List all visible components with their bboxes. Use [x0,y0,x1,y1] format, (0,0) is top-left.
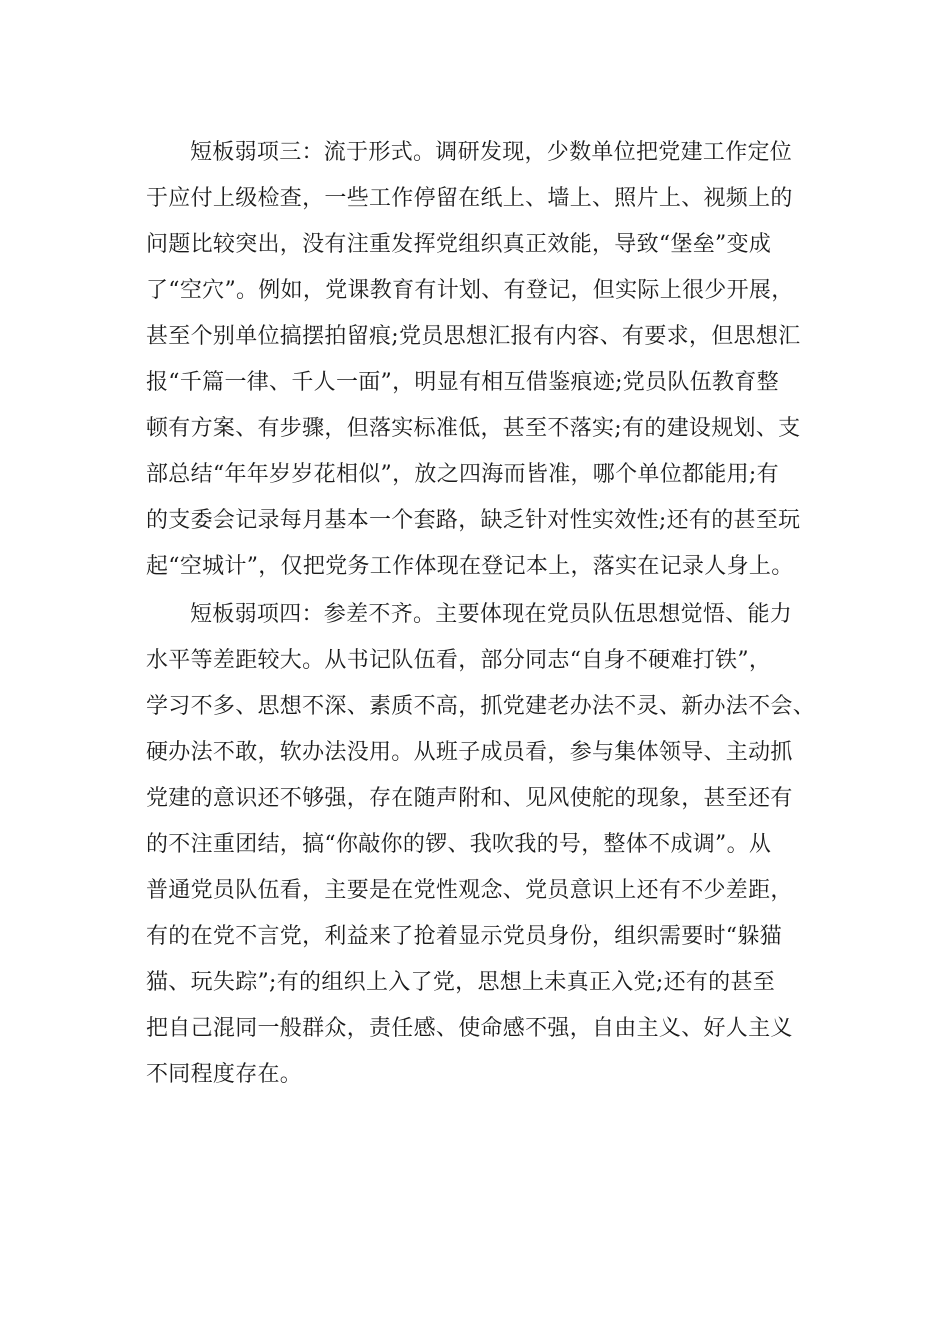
paragraph-4-line-7: 普通党员队伍看，主要是在党性观念、党员意识上还有不少差距， [146,878,793,903]
paragraph-3-line-6: 报“千篇一律、千人一面”，明显有相互借鉴痕迹;党员队伍教育整 [146,370,779,395]
paragraph-3-line-1: 短板弱项三：流于形式。调研发现，少数单位把党建工作定位 [190,140,793,165]
paragraph-4-line-4: 硬办法不敢，软办法没用。从班子成员看，参与集体领导、主动抓 [146,740,793,765]
paragraph-4-line-1: 短板弱项四：参差不齐。主要体现在党员队伍思想觉悟、能力 [190,602,793,627]
paragraph-4-line-8: 有的在党不言党，利益来了抢着显示党员身份，组织需要时“躲猫 [146,924,782,949]
paragraph-4-line-3: 学习不多、思想不深、素质不高，抓党建老办法不灵、新办法不会、 [146,694,816,719]
paragraph-4-line-10: 把自己混同一般群众，责任感、使命感不强，自由主义、好人主义 [146,1016,793,1041]
paragraph-3-line-9: 的支委会记录每月基本一个套路，缺乏针对性实效性;还有的甚至玩 [146,508,801,533]
paragraph-3-line-4: 了“空穴”。例如，党课教育有计划、有登记，但实际上很少开展， [146,278,794,303]
paragraph-3-line-7: 顿有方案、有步骤，但落实标准低，甚至不落实;有的建设规划、支 [146,416,801,441]
paragraph-4-line-2: 水平等差距较大。从书记队伍看，部分同志“自身不硬难打铁”， [146,648,772,673]
paragraph-4-line-6: 的不注重团结，搞“你敲你的锣、我吹我的号，整体不成调”。从 [146,832,772,857]
paragraph-4-line-5: 党建的意识还不够强，存在随声附和、见风使舵的现象，甚至还有 [146,786,793,811]
paragraph-3-line-10: 起“空城计”，仅把党务工作体现在登记本上，落实在记录人身上。 [146,554,794,579]
paragraph-3-line-5: 甚至个别单位搞摆拍留痕;党员思想汇报有内容、有要求，但思想汇 [146,324,801,349]
paragraph-4-line-11: 不同程度存在。 [146,1062,303,1087]
paragraph-3-line-8: 部总结“年年岁岁花相似”，放之四海而皆准，哪个单位都能用;有 [146,462,779,487]
paragraph-3-line-2: 于应付上级检查，一些工作停留在纸上、墙上、照片上、视频上的 [146,186,793,211]
paragraph-3-line-3: 问题比较突出，没有注重发挥党组织真正效能，导致“堡垒”变成 [146,232,772,257]
paragraph-4-line-9: 猫、玩失踪”;有的组织上入了党，思想上未真正入党;还有的甚至 [146,970,776,995]
